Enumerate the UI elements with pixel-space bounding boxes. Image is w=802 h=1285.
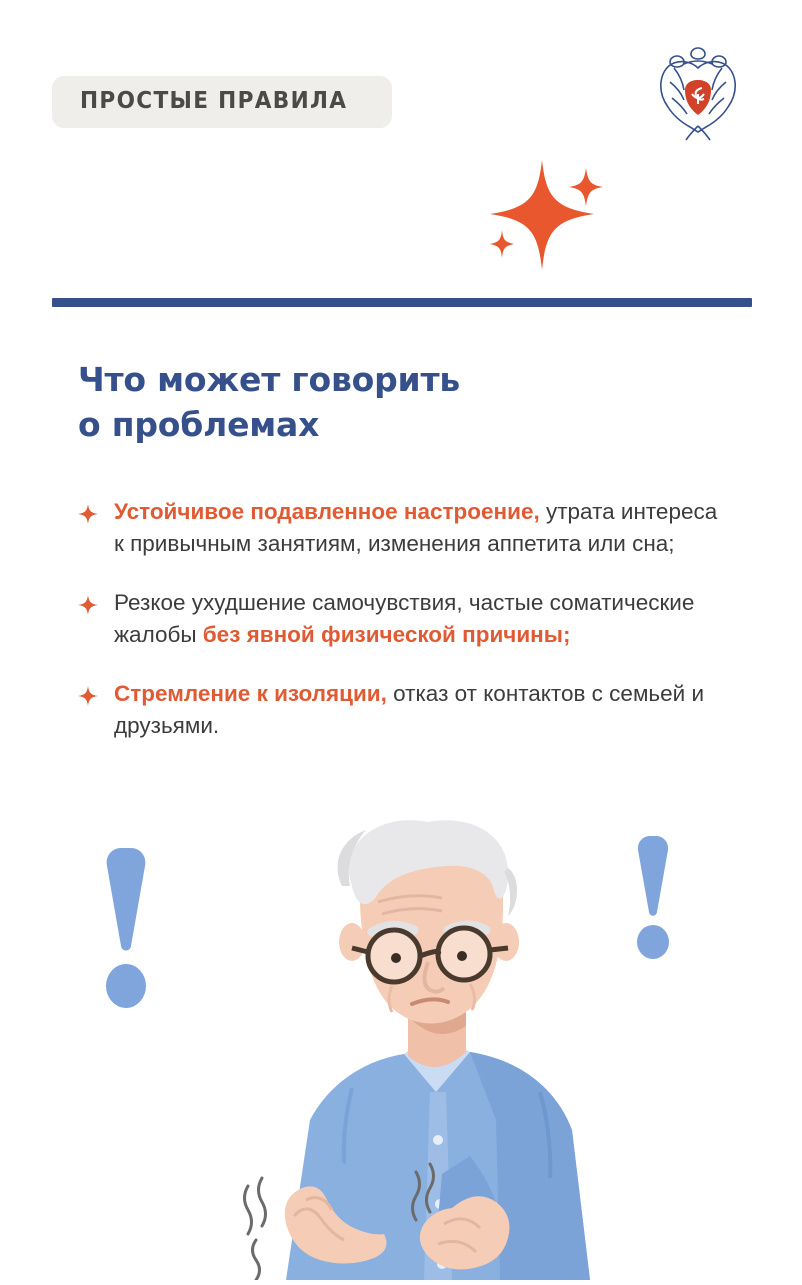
sparkle-star-decoration — [470, 152, 630, 282]
list-item-text: отказ от контактов с семьей и друзьями. — [114, 681, 705, 738]
list-item-highlight: Стремление к изоляции, — [114, 681, 387, 706]
four-point-star-bullet-icon — [78, 592, 98, 612]
list-item-text: Резкое ухудшение самочувствия, частые соматические жалобы — [114, 590, 695, 647]
page-title-line-1: Что может говорить — [78, 360, 461, 399]
elderly-man-with-trembling-hands-illustration — [0, 820, 802, 1280]
badge-label: ПРОСТЫЕ ПРАВИЛА — [80, 88, 348, 114]
list-item — [78, 678, 726, 741]
simple-rules-badge — [52, 76, 392, 128]
list-item-highlight: без явной физической причины; — [202, 621, 571, 647]
exclamation-right — [637, 836, 669, 959]
list-item — [78, 587, 726, 650]
blue-divider-line — [52, 298, 752, 307]
russian-coat-of-arms-emblem — [656, 42, 740, 150]
four-point-star-bullet-icon — [78, 683, 98, 703]
exclamation-left — [106, 848, 146, 1008]
list-item — [78, 496, 726, 559]
list-item-text: утрата интереса к привычным занятиям, изменения аппетита или сна; — [114, 499, 718, 556]
symptom-list — [78, 496, 726, 741]
four-point-star-bullet-icon — [78, 501, 98, 521]
page-title — [78, 358, 718, 448]
list-item-highlight: Устойчивое подавленное настроение, — [114, 499, 540, 524]
page-title-line-2: о проблемах — [78, 404, 320, 444]
